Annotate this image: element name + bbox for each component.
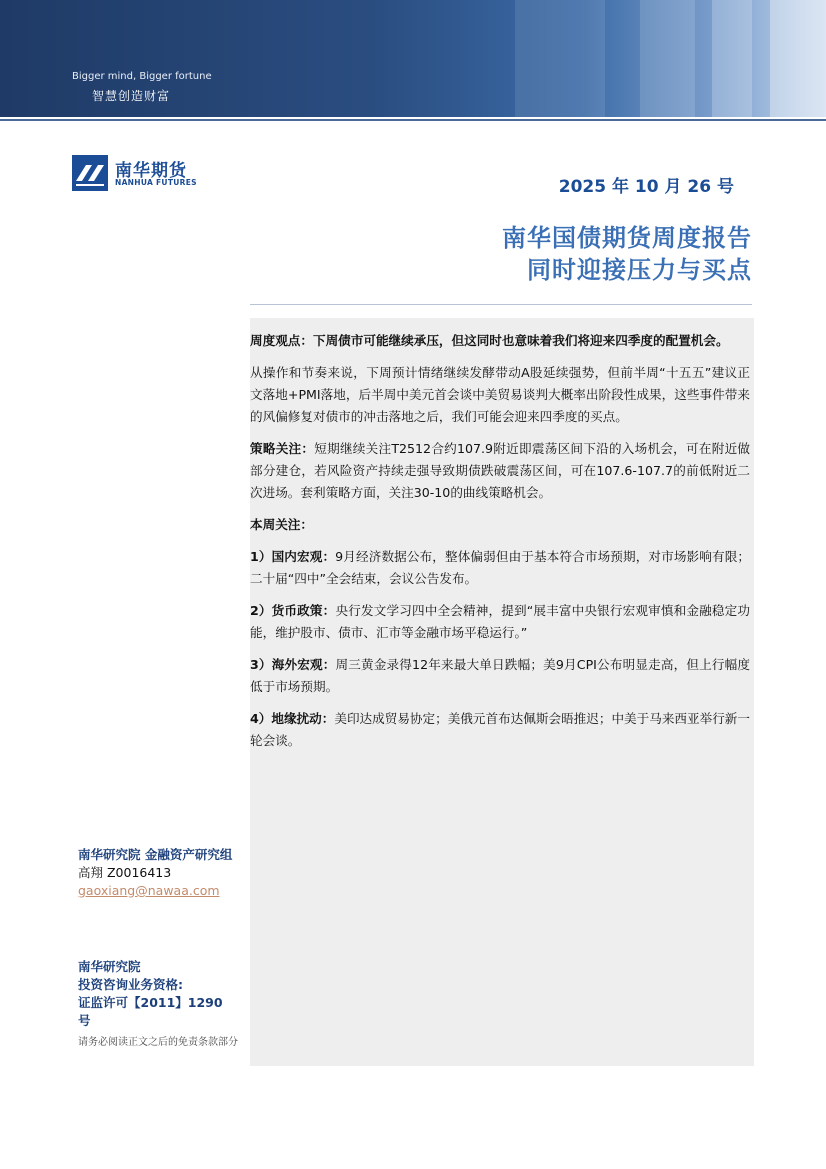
weekly-view-label: 周度观点： (250, 333, 313, 348)
header-banner (0, 0, 826, 117)
focus-item-monetary (250, 600, 750, 644)
report-body (250, 330, 750, 762)
focus-item-text: 周三黄金录得12年来最大单日跌幅；美9月CPI公布明显走高，但上行幅度低于市场预期。 (250, 657, 751, 694)
logo-name-chinese: 南华期货 (115, 161, 187, 181)
focus-item-overseas (250, 654, 750, 698)
banner-stripe (640, 0, 695, 117)
logo-mark-icon (72, 155, 108, 191)
weekly-focus-heading: 本周关注： (250, 517, 313, 532)
slogan-english: Bigger mind, Bigger fortune (72, 71, 212, 82)
strategy-text: 短期继续关注T2512合约107.9附近即震荡区间下沿的入场机会，可在附近做部分建仓，若风险资产持续走强导致期债跌破震荡区间，可在107.6-107.7的前低附近二次进场。套利策略方面，关注30-10的曲线策略机会。 (250, 441, 751, 500)
analyst-block (78, 846, 238, 900)
license-label: 投资咨询业务资格: (78, 977, 183, 992)
banner-stripe (515, 0, 605, 117)
header-divider (0, 119, 826, 121)
analyst-email-link[interactable]: gaoxiang@nawaa.com (78, 883, 220, 898)
company-logo (72, 155, 212, 191)
banner-stripe (770, 0, 826, 117)
rhythm-paragraph: 从操作和节奏来说，下周预计情绪继续发酵带动A股延续强势，但前半周“十五五”建议正文落地+PMI落地，后半周中美元首会谈中美贸易谈判大概率出阶段性成果，这些事件带来的风偏修复对债市的冲击落地之后，我们可能会迎来四季度的买点。 (250, 365, 750, 424)
license-block (78, 958, 238, 1030)
focus-item-text: 央行发文学习四中全会精神，提到“展丰富中央银行宏观审慎和金融稳定功能，维护股市、债市、汇市等金融市场平稳运行。” (250, 603, 751, 640)
strategy-paragraph (250, 438, 750, 504)
disclaimer-note: 请务必阅读正文之后的免责条款部分 (78, 1037, 238, 1048)
report-date: 2025 年 10 月 26 号 (558, 177, 734, 197)
focus-item-text: 9月经济数据公布，整体偏弱但由于基本符合市场预期，对市场影响有限；二十届“四中”全会结束，会议公告发布。 (250, 549, 751, 586)
focus-item-domestic (250, 546, 750, 590)
analyst-name: 高翔 Z0016413 (78, 865, 172, 880)
focus-item-text: 美印达成贸易协定；美俄元首布达佩斯会晤推迟；中美于马来西亚举行新一轮会谈。 (250, 711, 751, 748)
weekly-view-paragraph (250, 330, 750, 352)
title-divider (250, 304, 752, 305)
focus-item-label: 4）地缘扰动： (250, 711, 335, 726)
report-title: 南华国债期货周度报告 (502, 224, 752, 252)
logo-name-english: NANHUA FUTURES (115, 178, 197, 187)
slogan-chinese: 智慧创造财富 (92, 89, 171, 103)
strategy-label: 策略关注： (250, 441, 315, 456)
weekly-view-text: 下周债市可能继续承压，但这同时也意味着我们将迎来四季度的配置机会。 (312, 333, 729, 348)
focus-item-label: 1）国内宏观： (250, 549, 336, 564)
focus-item-label: 2）货币政策： (250, 603, 336, 618)
focus-item-label: 3）海外宏观： (250, 657, 336, 672)
license-number: 证监许可【2011】1290 号 (78, 995, 223, 1028)
banner-stripe (712, 0, 752, 117)
focus-item-geopolitics (250, 708, 750, 752)
research-group: 南华研究院 金融资产研究组 (78, 847, 233, 862)
report-subtitle: 同时迎接压力与买点 (527, 256, 752, 284)
institute-name: 南华研究院 (78, 959, 141, 974)
